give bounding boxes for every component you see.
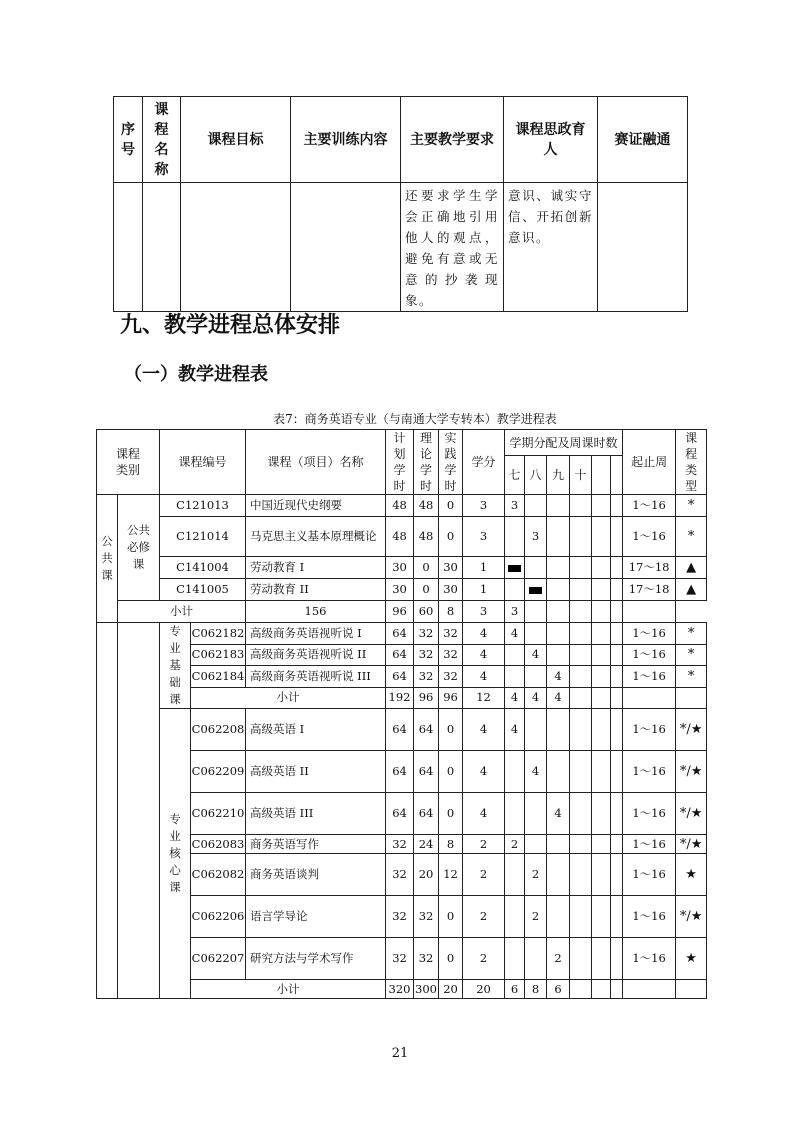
cell-code: C141004 <box>160 557 246 579</box>
cell-semester <box>611 517 623 557</box>
cell-course-name: 高级英语 I <box>246 709 386 751</box>
cell-semester: 4 <box>525 751 547 793</box>
cell-semester <box>547 751 570 793</box>
cell-semester <box>547 623 570 645</box>
cell-semester <box>525 938 547 980</box>
cell-semester <box>592 623 611 645</box>
cell-semester <box>570 751 592 793</box>
cell-semester <box>505 938 525 980</box>
cell-weeks: 1～16 <box>623 709 676 751</box>
cell-credits: 1 <box>463 557 505 579</box>
cell-practice-hours: 32 <box>439 644 463 666</box>
cell-weeks: 1～16 <box>623 793 676 835</box>
cell-semester <box>505 854 525 896</box>
cell-course-name: 高级商务英语视听说 III <box>246 666 386 688</box>
cell-code: C062182 <box>191 623 246 645</box>
cell-semester: 2 <box>505 835 525 854</box>
cell-weeks: 1～16 <box>623 751 676 793</box>
cell-weeks: 1～16 <box>623 666 676 688</box>
cell-code: C062083 <box>191 835 246 854</box>
cell-training <box>291 183 401 312</box>
subsection-heading: （一）教学进程表 <box>124 364 268 385</box>
category-major-sub-blank <box>118 623 160 999</box>
cell-practice-hours: 32 <box>439 623 463 645</box>
cell-semester <box>570 854 592 896</box>
cell-no <box>114 183 143 312</box>
cell-planned-hours: 32 <box>386 835 414 854</box>
cell-semester: 2 <box>547 938 570 980</box>
cell-course-name: 高级英语 II <box>246 751 386 793</box>
cell-planned-hours: 64 <box>386 751 414 793</box>
cell-semester <box>525 835 547 854</box>
cell-semester <box>505 751 525 793</box>
cell-weeks: 1～16 <box>623 623 676 645</box>
cell-practice-hours: 32 <box>439 666 463 688</box>
cell-code: C062183 <box>191 644 246 666</box>
header-category: 课程类别 <box>97 430 160 495</box>
cell-weeks: 1～16 <box>623 644 676 666</box>
cell-semester <box>592 835 611 854</box>
cell-theory-hours: 32 <box>414 666 439 688</box>
cell-semester <box>505 517 525 557</box>
cell-theory-hours: 48 <box>414 517 439 557</box>
cell-semester <box>505 896 525 938</box>
cell-semester <box>525 579 547 601</box>
cell-theory-hours: 96 <box>414 687 439 709</box>
cell-semester <box>592 495 611 517</box>
category-public-required <box>118 495 160 601</box>
category-public <box>97 495 118 623</box>
cell-semester <box>570 601 592 623</box>
cell-weeks: 1～16 <box>623 854 676 896</box>
cell-semester: 6 <box>505 980 525 999</box>
cell-credits: 12 <box>463 687 505 709</box>
cell-course-name: 语言学导论 <box>246 896 386 938</box>
cell-semester <box>592 601 611 623</box>
cell-credits: 2 <box>463 854 505 896</box>
category-major-basic <box>160 623 191 709</box>
cell-semester <box>547 557 570 579</box>
cell-semester: 3 <box>525 517 547 557</box>
cell-weeks: 1～16 <box>623 495 676 517</box>
cell-course-type <box>676 687 707 709</box>
cell-semester <box>547 495 570 517</box>
section-heading: 九、教学进程总体安排 <box>120 313 341 338</box>
cell-semester <box>611 579 623 601</box>
teaching-schedule-table <box>96 429 707 999</box>
cell-semester <box>592 854 611 896</box>
cell-planned-hours: 64 <box>386 666 414 688</box>
header-semester: 十 <box>570 456 592 495</box>
header-goal: 课程目标 <box>181 97 291 183</box>
cell-semester <box>547 709 570 751</box>
practice-week-marker-icon <box>529 587 542 594</box>
cell-course-type: * <box>676 623 707 645</box>
cell-course-type: ★ <box>676 854 707 896</box>
cell-weeks: 1～16 <box>623 835 676 854</box>
cell-semester <box>570 980 592 999</box>
cell-theory-hours: 0 <box>414 557 439 579</box>
header-name: 课程（项目）名称 <box>246 430 386 495</box>
cell-practice-hours: 0 <box>439 751 463 793</box>
cell-semester <box>547 601 570 623</box>
cell-semester <box>611 666 623 688</box>
cell-course-type: */★ <box>676 835 707 854</box>
cell-course-type: */★ <box>676 896 707 938</box>
cell-theory-hours: 64 <box>414 793 439 835</box>
cell-planned-hours: 30 <box>386 579 414 601</box>
cell-code: C062208 <box>191 709 246 751</box>
cell-semester <box>611 980 623 999</box>
cell-practice-hours: 12 <box>439 854 463 896</box>
cell-semester <box>570 517 592 557</box>
cell-semester: 4 <box>525 644 547 666</box>
header-requirements: 主要教学要求 <box>401 97 504 183</box>
cell-semester <box>570 623 592 645</box>
table-row <box>97 623 707 645</box>
header-semester <box>611 456 623 495</box>
cell-credits: 4 <box>463 644 505 666</box>
cell-course-type: ★ <box>676 938 707 980</box>
header-planned-hours: 计划学时 <box>386 430 414 495</box>
cell-course-name: 高级商务英语视听说 II <box>246 644 386 666</box>
cell-practice-hours: 0 <box>439 495 463 517</box>
cell-theory-hours: 48 <box>414 495 439 517</box>
table-row <box>97 601 707 623</box>
cell-weeks <box>623 980 676 999</box>
header-ideology: 课程思政育人 <box>504 97 598 183</box>
cell-semester <box>611 709 623 751</box>
cell-semester <box>570 666 592 688</box>
cell-theory-hours: 300 <box>414 980 439 999</box>
header-course-name: 课程名称 <box>143 97 181 183</box>
cell-planned-hours: 64 <box>386 623 414 645</box>
group-label: 专业核心课 <box>169 812 181 894</box>
table-caption: 表7：商务英语专业（与南通大学专转本）教学进程表 <box>273 412 557 426</box>
group-label: 公共必修课 <box>127 523 150 571</box>
cell-semester <box>592 557 611 579</box>
cell-requirements: 还要求学生学会正确地引用他人的观点，避免有意或无意的抄袭现象。 <box>401 183 504 312</box>
cell-course-name: 高级商务英语视听说 I <box>246 623 386 645</box>
cell-name <box>143 183 181 312</box>
cell-semester <box>570 938 592 980</box>
cell-semester <box>505 793 525 835</box>
header-practice-hours: 实践学时 <box>439 430 463 495</box>
subtotal-label: 小计 <box>191 980 386 999</box>
cell-credits: 3 <box>463 517 505 557</box>
cell-practice-hours: 30 <box>439 557 463 579</box>
cell-planned-hours: 64 <box>386 709 414 751</box>
cell-planned-hours: 32 <box>386 938 414 980</box>
cell-credits: 4 <box>463 666 505 688</box>
subtotal-label: 小计 <box>191 687 386 709</box>
cell-course-type <box>676 980 707 999</box>
cell-semester: 4 <box>525 687 547 709</box>
header-semester: 七 <box>505 456 525 495</box>
cell-semester: 6 <box>547 980 570 999</box>
cell-semester: 4 <box>505 623 525 645</box>
cell-course-type: ▲ <box>676 557 707 579</box>
cell-semester <box>570 579 592 601</box>
cell-semester <box>611 623 623 645</box>
cell-weeks: 1～16 <box>623 938 676 980</box>
cell-planned-hours: 48 <box>386 517 414 557</box>
cell-semester <box>570 557 592 579</box>
cell-semester: 3 <box>463 601 505 623</box>
practice-week-marker-icon <box>508 565 521 572</box>
cell-planned-hours: 156 <box>246 601 386 623</box>
cell-code: C062184 <box>191 666 246 688</box>
category-major-blank <box>97 623 118 999</box>
cell-course-type: * <box>676 517 707 557</box>
cell-semester <box>525 495 547 517</box>
cell-code: C062210 <box>191 793 246 835</box>
cell-semester <box>525 793 547 835</box>
cell-semester: 4 <box>547 687 570 709</box>
cell-course-name: 研究方法与学术写作 <box>246 938 386 980</box>
cell-semester <box>592 644 611 666</box>
subtotal-label: 小计 <box>118 601 246 623</box>
cell-semester <box>611 896 623 938</box>
cell-semester <box>592 751 611 793</box>
cell-credits: 8 <box>439 601 463 623</box>
cell-credits: 4 <box>463 709 505 751</box>
cell-semester <box>592 579 611 601</box>
cell-course-type: * <box>676 495 707 517</box>
cell-credits: 20 <box>463 980 505 999</box>
cell-planned-hours: 48 <box>386 495 414 517</box>
header-competition: 赛证融通 <box>598 97 688 183</box>
cell-semester <box>592 896 611 938</box>
group-label: 公共课 <box>101 534 113 582</box>
cell-theory-hours: 64 <box>414 751 439 793</box>
cell-semester <box>525 557 547 579</box>
cell-semester: 4 <box>505 687 525 709</box>
cell-course-type: ▲ <box>676 579 707 601</box>
header-semester: 九 <box>547 456 570 495</box>
cell-theory-hours: 24 <box>414 835 439 854</box>
cell-course-type: * <box>676 644 707 666</box>
header-training: 主要训练内容 <box>291 97 401 183</box>
cell-practice-hours: 0 <box>439 938 463 980</box>
cell-semester: 8 <box>525 980 547 999</box>
cell-code: C121013 <box>160 495 246 517</box>
cell-semester <box>592 666 611 688</box>
cell-semester <box>592 938 611 980</box>
cell-planned-hours: 320 <box>386 980 414 999</box>
cell-semester <box>547 579 570 601</box>
table-header-row <box>114 97 688 183</box>
cell-planned-hours: 64 <box>386 793 414 835</box>
cell-semester: 3 <box>505 495 525 517</box>
header-semester-group: 学期分配及周课时数 <box>505 430 623 456</box>
cell-code: C062209 <box>191 751 246 793</box>
header-semester <box>592 456 611 495</box>
course-detail-table <box>113 96 688 312</box>
cell-theory-hours: 96 <box>386 601 414 623</box>
cell-semester: 4 <box>547 793 570 835</box>
cell-semester <box>592 687 611 709</box>
cell-theory-hours: 0 <box>414 579 439 601</box>
header-theory-hours: 理论学时 <box>414 430 439 495</box>
cell-semester <box>570 835 592 854</box>
page-number: 21 <box>391 1046 409 1061</box>
cell-semester <box>611 751 623 793</box>
cell-credits: 2 <box>463 938 505 980</box>
cell-course-type: */★ <box>676 793 707 835</box>
cell-practice-hours: 96 <box>439 687 463 709</box>
cell-semester <box>611 644 623 666</box>
cell-semester <box>505 579 525 601</box>
cell-theory-hours: 20 <box>414 854 439 896</box>
cell-theory-hours: 32 <box>414 896 439 938</box>
cell-semester <box>592 980 611 999</box>
cell-semester <box>611 835 623 854</box>
cell-semester: 4 <box>505 709 525 751</box>
header-semester: 八 <box>525 456 547 495</box>
table-row <box>97 557 707 579</box>
cell-semester <box>547 896 570 938</box>
cell-planned-hours: 32 <box>386 896 414 938</box>
cell-semester <box>570 793 592 835</box>
cell-course-name: 商务英语谈判 <box>246 854 386 896</box>
cell-course-type <box>623 601 676 623</box>
cell-credits: 4 <box>463 751 505 793</box>
cell-credits: 2 <box>463 835 505 854</box>
header-course-type: 课程类型 <box>676 430 707 495</box>
header-row <box>97 430 707 456</box>
category-major-core <box>160 709 191 999</box>
table-row <box>97 517 707 557</box>
cell-course-name: 劳动教育 I <box>246 557 386 579</box>
cell-planned-hours: 192 <box>386 687 414 709</box>
table-row <box>97 495 707 517</box>
cell-theory-hours: 32 <box>414 644 439 666</box>
cell-semester <box>525 709 547 751</box>
cell-weeks: 1～16 <box>623 517 676 557</box>
cell-weeks <box>611 601 623 623</box>
cell-planned-hours: 30 <box>386 557 414 579</box>
cell-course-name: 中国近现代史纲要 <box>246 495 386 517</box>
cell-semester <box>611 793 623 835</box>
cell-semester <box>547 517 570 557</box>
cell-ideology: 意识、诚实守信、开拓创新意识。 <box>504 183 598 312</box>
cell-code: C141005 <box>160 579 246 601</box>
header-credits: 学分 <box>463 430 505 495</box>
header-weeks: 起止周 <box>623 430 676 495</box>
cell-credits: 4 <box>463 623 505 645</box>
header-no: 序号 <box>114 97 143 183</box>
cell-semester <box>570 687 592 709</box>
cell-semester <box>547 644 570 666</box>
cell-semester: 3 <box>505 601 525 623</box>
cell-practice-hours: 0 <box>439 793 463 835</box>
cell-semester <box>547 835 570 854</box>
cell-practice-hours: 0 <box>439 517 463 557</box>
cell-course-type: * <box>676 666 707 688</box>
cell-semester <box>505 666 525 688</box>
cell-theory-hours: 32 <box>414 938 439 980</box>
cell-semester <box>611 557 623 579</box>
cell-semester <box>505 557 525 579</box>
cell-semester <box>611 854 623 896</box>
cell-semester <box>525 601 547 623</box>
cell-theory-hours: 32 <box>414 623 439 645</box>
cell-semester <box>570 896 592 938</box>
cell-semester <box>611 495 623 517</box>
cell-weeks <box>623 687 676 709</box>
cell-practice-hours: 20 <box>439 980 463 999</box>
cell-semester <box>505 644 525 666</box>
cell-planned-hours: 64 <box>386 644 414 666</box>
cell-practice-hours: 8 <box>439 835 463 854</box>
cell-competition <box>598 183 688 312</box>
cell-course-name: 商务英语写作 <box>246 835 386 854</box>
cell-course-name: 马克思主义基本原理概论 <box>246 517 386 557</box>
table-row <box>97 579 707 601</box>
cell-semester <box>525 666 547 688</box>
cell-code: C121014 <box>160 517 246 557</box>
cell-semester <box>570 644 592 666</box>
cell-code: C062207 <box>191 938 246 980</box>
cell-credits: 1 <box>463 579 505 601</box>
cell-course-name: 劳动教育 II <box>246 579 386 601</box>
cell-course-type: */★ <box>676 709 707 751</box>
cell-theory-hours: 64 <box>414 709 439 751</box>
cell-planned-hours: 32 <box>386 854 414 896</box>
table-row <box>97 709 707 751</box>
cell-semester <box>592 793 611 835</box>
cell-practice-hours: 0 <box>439 709 463 751</box>
cell-practice-hours: 60 <box>414 601 439 623</box>
cell-weeks: 17～18 <box>623 557 676 579</box>
cell-code: C062082 <box>191 854 246 896</box>
table-row <box>114 183 688 312</box>
cell-credits: 4 <box>463 793 505 835</box>
cell-course-name: 高级英语 III <box>246 793 386 835</box>
cell-credits: 2 <box>463 896 505 938</box>
cell-course-type: */★ <box>676 751 707 793</box>
cell-weeks: 17～18 <box>623 579 676 601</box>
cell-semester <box>592 517 611 557</box>
cell-semester <box>570 495 592 517</box>
header-code: 课程编号 <box>160 430 246 495</box>
cell-practice-hours: 30 <box>439 579 463 601</box>
cell-semester <box>547 854 570 896</box>
cell-semester <box>611 687 623 709</box>
cell-code: C062206 <box>191 896 246 938</box>
cell-credits: 3 <box>463 495 505 517</box>
cell-semester <box>525 623 547 645</box>
cell-semester: 2 <box>525 896 547 938</box>
cell-weeks: 1～16 <box>623 896 676 938</box>
cell-semester: 4 <box>547 666 570 688</box>
group-label: 专业基础课 <box>169 624 181 706</box>
cell-practice-hours: 0 <box>439 896 463 938</box>
cell-semester <box>592 709 611 751</box>
cell-goal <box>181 183 291 312</box>
cell-semester <box>611 938 623 980</box>
cell-semester <box>570 709 592 751</box>
cell-semester: 2 <box>525 854 547 896</box>
